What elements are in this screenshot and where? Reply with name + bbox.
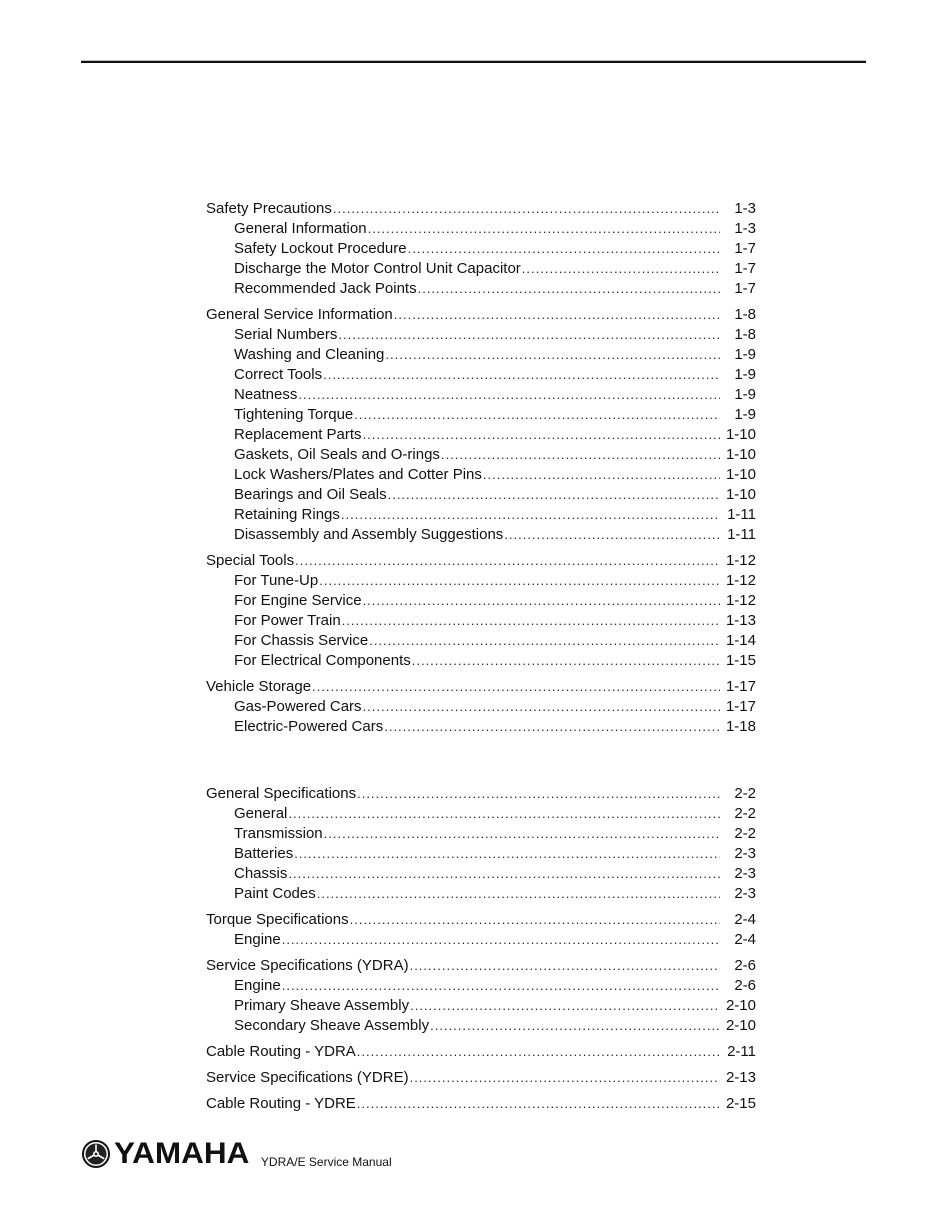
toc-section — [206, 305, 756, 545]
dot-leader — [483, 465, 720, 485]
toc-page-number: 1-9 — [734, 366, 756, 383]
toc-entry-title: Secondary Sheave Assembly — [234, 1017, 430, 1034]
dot-leader — [410, 996, 720, 1016]
dot-leader — [368, 219, 720, 239]
toc-entry-title: Discharge the Motor Control Unit Capacitor — [234, 260, 521, 277]
toc-entry-title: Transmission — [234, 825, 323, 842]
brand-logo: YAMAHA — [114, 1137, 250, 1170]
manual-name: YDRA/E Service Manual — [260, 1155, 392, 1169]
toc-section — [206, 910, 756, 950]
toc-section-entry[interactable] — [206, 677, 756, 697]
toc-entry-title: Recommended Jack Points — [234, 280, 417, 297]
toc-page-number: 1-10 — [725, 486, 756, 503]
toc-entry-title: For Electrical Components — [234, 652, 411, 669]
toc-page-number: 2-10 — [725, 1017, 756, 1034]
yamaha-emblem-icon — [82, 1140, 110, 1168]
toc-section — [206, 551, 756, 671]
toc-page-number: 2-2 — [734, 825, 756, 842]
toc-subsection-entry[interactable] — [206, 345, 756, 365]
toc-entry-title: Lock Washers/Plates and Cotter Pins — [234, 466, 482, 483]
toc-page-number: 1-3 — [734, 200, 756, 217]
toc-subsection-entry[interactable] — [206, 445, 756, 465]
toc-subsection-entry[interactable] — [206, 930, 756, 950]
toc-section-entry[interactable] — [206, 1068, 756, 1088]
toc-subsection-entry[interactable] — [206, 996, 756, 1016]
toc-subsection-entry[interactable] — [206, 385, 756, 405]
dot-leader — [317, 884, 720, 904]
toc-entry-title: General Information — [234, 220, 367, 237]
toc-entry-title: For Power Train — [234, 612, 341, 629]
toc-section — [206, 677, 756, 737]
toc-entry-title: Washing and Cleaning — [234, 346, 385, 363]
dot-leader — [294, 844, 720, 864]
dot-leader — [282, 976, 720, 996]
toc-entry-title: Retaining Rings — [234, 506, 340, 523]
toc-entry-title: Paint Codes — [234, 885, 316, 902]
toc-subsection-entry[interactable] — [206, 505, 756, 525]
toc-subsection-entry[interactable] — [206, 611, 756, 631]
toc-subsection-entry[interactable] — [206, 651, 756, 671]
toc-page-number: 1-11 — [727, 526, 756, 543]
dot-leader — [385, 345, 720, 365]
toc-page-number: 2-3 — [734, 845, 756, 862]
toc-page-number: 2-15 — [725, 1095, 756, 1112]
toc-subsection-entry[interactable] — [206, 571, 756, 591]
dot-leader — [363, 425, 720, 445]
toc-entry-title: Torque Specifications — [206, 911, 349, 928]
toc-section — [206, 199, 756, 299]
toc-page-number: 2-6 — [734, 977, 756, 994]
toc-page-number: 2-3 — [734, 885, 756, 902]
dot-leader — [418, 279, 720, 299]
toc-page-number: 2-11 — [727, 1043, 756, 1060]
toc-entry-title: For Engine Service — [234, 592, 362, 609]
toc-section-entry[interactable] — [206, 551, 756, 571]
toc-subsection-entry[interactable] — [206, 976, 756, 996]
toc-section-entry[interactable] — [206, 784, 756, 804]
dot-leader — [363, 591, 720, 611]
dot-leader — [504, 525, 720, 545]
dot-leader — [430, 1016, 720, 1036]
toc-subsection-entry[interactable] — [206, 631, 756, 651]
toc-page-number: 1-12 — [725, 552, 756, 569]
toc-section-entry[interactable] — [206, 199, 756, 219]
toc-page-number: 1-10 — [725, 466, 756, 483]
toc-page-number: 1-14 — [725, 632, 756, 649]
toc-page-number: 1-9 — [734, 346, 756, 363]
toc-subsection-entry[interactable] — [206, 844, 756, 864]
toc-subsection-entry[interactable] — [206, 259, 756, 279]
dot-leader — [412, 651, 720, 671]
dot-leader — [363, 697, 720, 717]
toc-entry-title: Replacement Parts — [234, 426, 362, 443]
dot-leader — [282, 930, 720, 950]
toc-entry-title: General Specifications — [206, 785, 357, 802]
toc-entry-title: Tightening Torque — [234, 406, 354, 423]
header-rule — [81, 61, 866, 63]
dot-leader — [394, 305, 720, 325]
dot-leader — [369, 631, 720, 651]
dot-leader — [323, 365, 720, 385]
toc-entry-title: Safety Precautions — [206, 200, 332, 217]
toc-section — [206, 1094, 756, 1114]
dot-leader — [357, 1094, 720, 1114]
toc-page-number: 2-2 — [734, 785, 756, 802]
toc-subsection-entry[interactable] — [206, 279, 756, 299]
toc-entry-title: General — [234, 805, 288, 822]
toc-subsection-entry[interactable] — [206, 804, 756, 824]
toc-entry-title: For Tune-Up — [234, 572, 319, 589]
toc-page-number: 1-17 — [725, 698, 756, 715]
toc-subsection-entry[interactable] — [206, 1016, 756, 1036]
toc-entry-title: Neatness — [234, 386, 298, 403]
toc-subsection-entry[interactable] — [206, 864, 756, 884]
toc-subsection-entry[interactable] — [206, 591, 756, 611]
toc-page-number: 1-10 — [725, 446, 756, 463]
toc-subsection-entry[interactable] — [206, 365, 756, 385]
chapter-gap — [206, 743, 756, 784]
toc-subsection-entry[interactable] — [206, 824, 756, 844]
toc-entry-title: Chassis — [234, 865, 288, 882]
toc-page-number: 1-9 — [734, 406, 756, 423]
toc-page-number: 2-4 — [734, 931, 756, 948]
dot-leader — [324, 824, 720, 844]
dot-leader — [522, 259, 720, 279]
toc-entry-title: Service Specifications (YDRE) — [206, 1069, 409, 1086]
toc-page-number: 1-7 — [734, 240, 756, 257]
toc-entry-title: Gaskets, Oil Seals and O-rings — [234, 446, 440, 463]
dot-leader — [410, 1068, 720, 1088]
toc-entry-title: Gas-Powered Cars — [234, 698, 362, 715]
toc-entry-title: Electric-Powered Cars — [234, 718, 384, 735]
toc-page-number: 1-12 — [725, 572, 756, 589]
toc-page-number: 1-17 — [725, 678, 756, 695]
toc-page-number: 1-7 — [734, 260, 756, 277]
table-of-contents — [206, 199, 756, 1120]
toc-section-entry[interactable] — [206, 305, 756, 325]
toc-page-number: 2-10 — [725, 997, 756, 1014]
dot-leader — [341, 505, 720, 525]
toc-page-number: 2-2 — [734, 805, 756, 822]
dot-leader — [350, 910, 720, 930]
toc-subsection-entry[interactable] — [206, 425, 756, 445]
toc-entry-title: Cable Routing - YDRE — [206, 1095, 356, 1112]
toc-page-number: 1-13 — [725, 612, 756, 629]
dot-leader — [295, 551, 720, 571]
toc-subsection-entry[interactable] — [206, 485, 756, 505]
toc-subsection-entry[interactable] — [206, 239, 756, 259]
toc-entry-title: Batteries — [234, 845, 294, 862]
toc-page-number: 1-8 — [734, 306, 756, 323]
toc-entry-title: Primary Sheave Assembly — [234, 997, 410, 1014]
toc-subsection-entry[interactable] — [206, 525, 756, 545]
dot-leader — [388, 485, 720, 505]
dot-leader — [288, 804, 720, 824]
dot-leader — [333, 199, 720, 219]
dot-leader — [354, 405, 720, 425]
toc-entry-title: For Chassis Service — [234, 632, 369, 649]
toc-section — [206, 1042, 756, 1062]
dot-leader — [319, 571, 720, 591]
toc-page-number: 1-18 — [725, 718, 756, 735]
toc-page-number: 2-13 — [725, 1069, 756, 1086]
toc-entry-title: Safety Lockout Procedure — [234, 240, 407, 257]
toc-subsection-entry[interactable] — [206, 219, 756, 239]
toc-entry-title: Correct Tools — [234, 366, 323, 383]
dot-leader — [298, 385, 720, 405]
toc-page-number: 1-10 — [725, 426, 756, 443]
toc-page-number: 2-4 — [734, 911, 756, 928]
toc-entry-title: Disassembly and Assembly Suggestions — [234, 526, 504, 543]
footer — [82, 1137, 392, 1170]
toc-subsection-entry[interactable] — [206, 405, 756, 425]
toc-section — [206, 784, 756, 904]
toc-section-entry[interactable] — [206, 910, 756, 930]
toc-page-number: 1-7 — [734, 280, 756, 297]
toc-entry-title: Special Tools — [206, 552, 295, 569]
toc-entry-title: Service Specifications (YDRA) — [206, 957, 409, 974]
dot-leader — [357, 784, 720, 804]
toc-page-number: 1-15 — [725, 652, 756, 669]
dot-leader — [312, 677, 720, 697]
toc-section — [206, 1068, 756, 1088]
dot-leader — [441, 445, 720, 465]
toc-entry-title: Engine — [234, 977, 281, 994]
dot-leader — [288, 864, 720, 884]
toc-subsection-entry[interactable] — [206, 325, 756, 345]
toc-entry-title: General Service Information — [206, 306, 393, 323]
toc-page-number: 1-9 — [734, 386, 756, 403]
toc-page-number: 2-6 — [734, 957, 756, 974]
toc-section-entry[interactable] — [206, 1042, 756, 1062]
dot-leader — [342, 611, 720, 631]
toc-entry-title: Vehicle Storage — [206, 678, 312, 695]
toc-section-entry[interactable] — [206, 956, 756, 976]
toc-entry-title: Cable Routing - YDRA — [206, 1043, 356, 1060]
toc-page-number: 1-12 — [725, 592, 756, 609]
toc-page-number: 1-8 — [734, 326, 756, 343]
toc-subsection-entry[interactable] — [206, 465, 756, 485]
toc-entry-title: Engine — [234, 931, 281, 948]
toc-page-number: 1-3 — [734, 220, 756, 237]
toc-section-entry[interactable] — [206, 1094, 756, 1114]
dot-leader — [338, 325, 720, 345]
dot-leader — [384, 717, 720, 737]
toc-entry-title: Serial Numbers — [234, 326, 338, 343]
toc-entry-title: Bearings and Oil Seals — [234, 486, 387, 503]
dot-leader — [357, 1042, 720, 1062]
toc-section — [206, 956, 756, 1036]
toc-subsection-entry[interactable] — [206, 884, 756, 904]
toc-page-number: 2-3 — [734, 865, 756, 882]
toc-subsection-entry[interactable] — [206, 717, 756, 737]
toc-page-number: 1-11 — [727, 506, 756, 523]
toc-subsection-entry[interactable] — [206, 697, 756, 717]
dot-leader — [410, 956, 720, 976]
dot-leader — [408, 239, 720, 259]
